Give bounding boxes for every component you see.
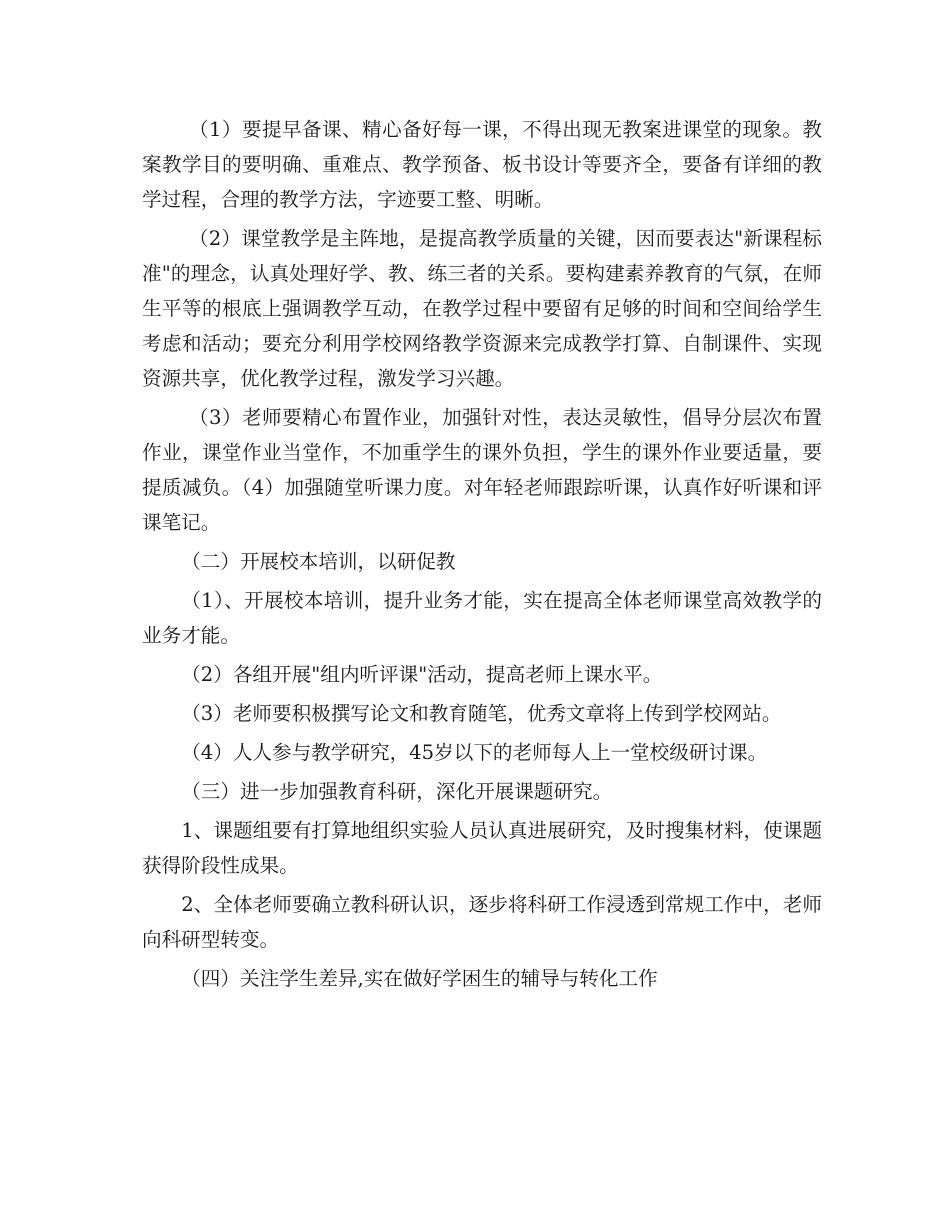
paragraph-research-1: 1、课题组要有打算地组织实验人员认真进展研究，及时搜集材料，使课题获得阶段性成果。	[142, 819, 822, 877]
paragraph-homework: （3）老师要精心布置作业，加强针对性，表达灵敏性，倡导分层次布置作业，课堂作业当堂作，不加重学生的课外负担，学生的课外作业要适量，要提质减负。（4）加强随堂听课力度。对年轻老师跟踪听课，认真作好听课和评课笔记。	[142, 406, 822, 534]
document-body	[142, 112, 822, 1000]
paragraph-classroom-teaching: （2）课堂教学是主阵地，是提高教学质量的关键，因而要表达"新课程标准"的理念，认真处理好学、教、练三者的关系。要构建素养教育的气氛，在师生平等的根底上强调教学互动，在教学过程中要留有足够的时间和空间给学生考虑和活动；要充分利用学校网络教学资源来完成教学打算、自制课件、实现资源共享，优化教学过程，激发学习兴趣。	[142, 227, 822, 390]
paragraph-training-2: （2）各组开展"组内听评课"活动，提高老师上课水平。	[181, 663, 663, 686]
section-heading-research: （三）进一步加强教育科研，深化开展课题研究。	[181, 780, 613, 803]
paragraph-training-1: （1）、开展校本培训，提升业务才能，实在提高全体老师课堂高效教学的业务才能。	[142, 589, 822, 647]
paragraph-training-4: （4）人人参与教学研究，45岁以下的老师每人上一堂校级研讨课。	[181, 741, 768, 764]
section-heading-student-differences: （四）关注学生差异,实在做好学困生的辅导与转化工作	[181, 967, 658, 990]
paragraph-training-3: （3）老师要积极撰写论文和教育随笔，优秀文章将上传到学校网站。	[181, 702, 782, 725]
paragraph-research-2: 2、全体老师要确立教科研认识，逐步将科研工作浸透到常规工作中，老师向科研型转变。	[142, 893, 822, 951]
paragraph-prepare-lessons: （1）要提早备课、精心备好每一课，不得出现无教案进课堂的现象。教案教学目的要明确、重难点、教学预备、板书设计等要齐全，要备有详细的教学过程，合理的教学方法，字迹要工整、明晰。	[142, 118, 822, 211]
section-heading-school-training: （二）开展校本培训，以研促教	[181, 550, 456, 573]
